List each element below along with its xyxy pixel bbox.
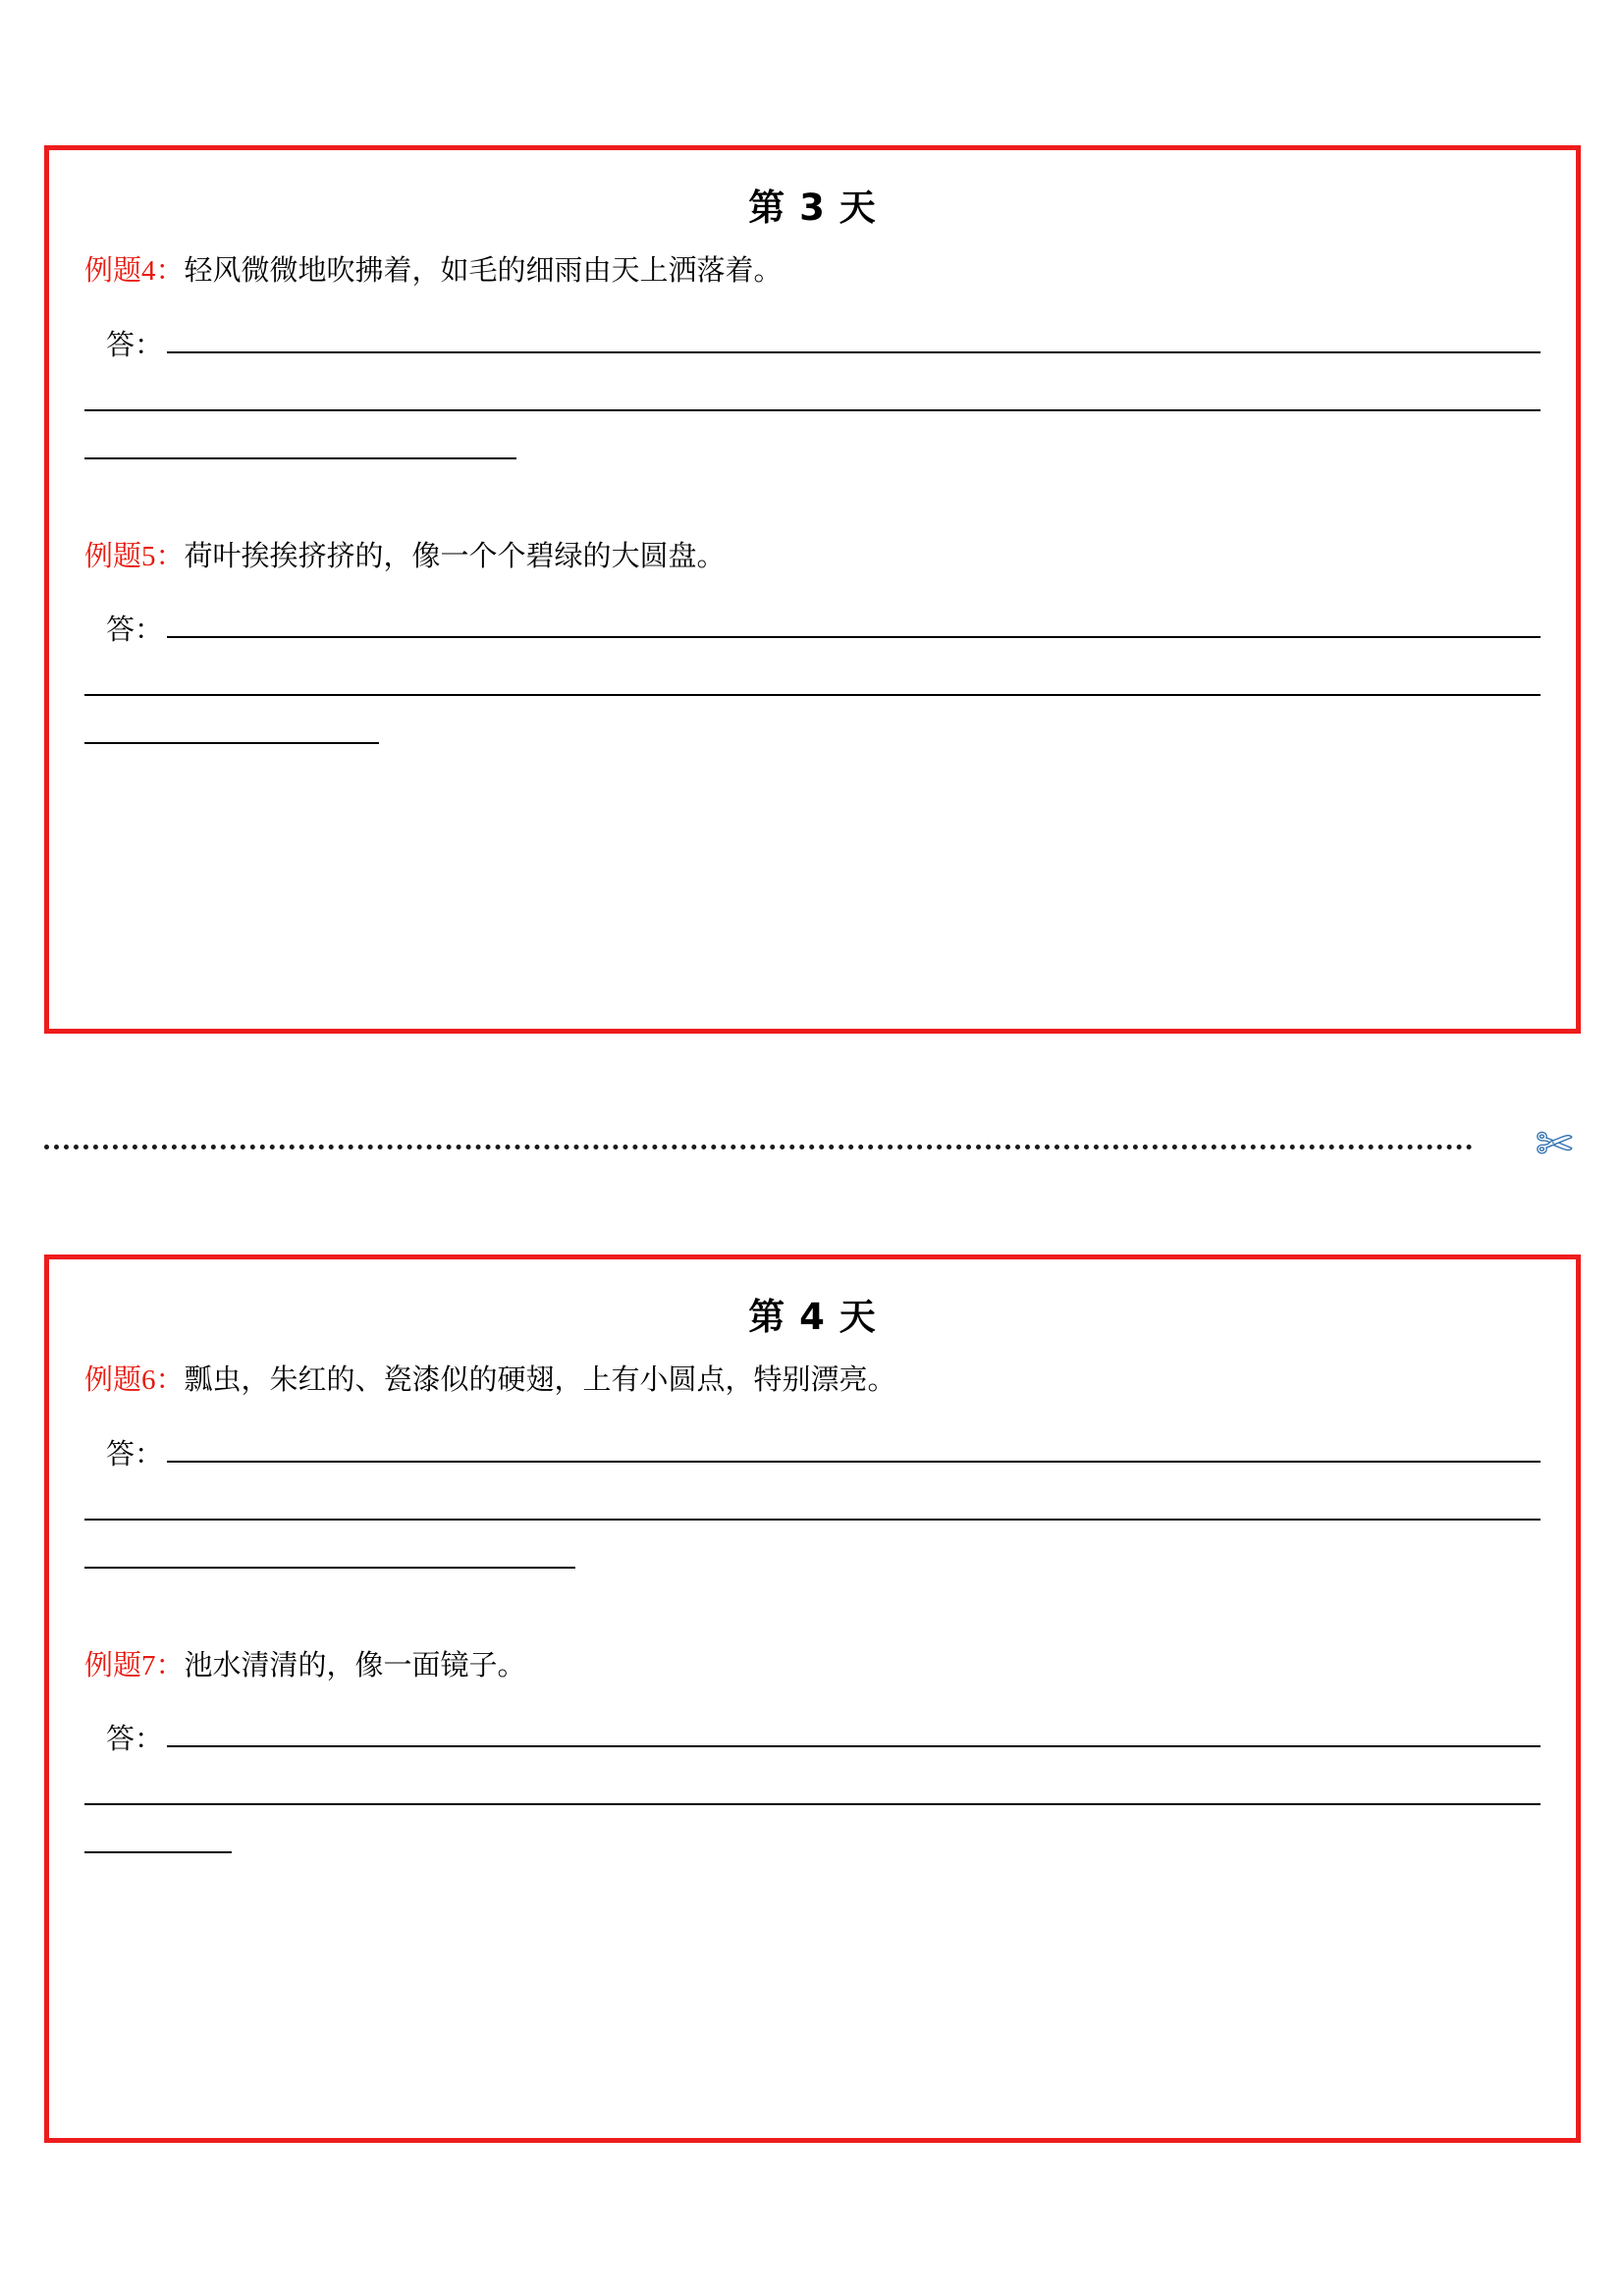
question-colon-4: ： (155, 255, 185, 287)
question-text-7: 池水清清的，像一面镜子。 (184, 1649, 526, 1682)
answer-row-4[interactable] (84, 323, 1541, 363)
answer-writing-line-5-3-row[interactable] (84, 741, 1541, 744)
question-line-4 (84, 250, 1541, 294)
question-line-7 (84, 1645, 1541, 1688)
answer-writing-line-6-1[interactable] (167, 1460, 1541, 1463)
question-text-4: 轻风微微地吹拂着，如毛的细雨由天上洒落着。 (184, 255, 783, 287)
answer-row-5[interactable] (84, 608, 1541, 648)
answer-row-6[interactable] (84, 1432, 1541, 1472)
answer-writing-line-4-2[interactable] (84, 408, 1541, 411)
answer-writing-line-5-3[interactable] (84, 741, 379, 744)
question-label-4: 例题 (84, 255, 142, 287)
question-text-5: 荷叶挨挨挤挤的，像一个个碧绿的大圆盘。 (184, 540, 726, 572)
question-line-6 (84, 1360, 1541, 1403)
answer-writing-line-4-3[interactable] (84, 456, 516, 459)
answer-label-7: 答： (106, 1724, 164, 1755)
answer-label-6: 答： (106, 1438, 164, 1470)
scissors-icon: ✄ (1535, 1117, 1573, 1170)
answer-label-5: 答： (106, 614, 164, 646)
answer-writing-line-7-3-row[interactable] (84, 1850, 1541, 1853)
question-text-6: 瓢虫，朱红的、瓷漆似的硬翅，上有小圆点，特别漂亮。 (184, 1364, 896, 1396)
answer-writing-line-5-2-row[interactable] (84, 693, 1541, 696)
question-colon-7: ： (155, 1649, 185, 1682)
answer-writing-line-4-2-row[interactable] (84, 408, 1541, 411)
question-label-5: 例题 (84, 540, 142, 572)
day-title-1: 第 3 天 (748, 187, 877, 229)
answer-row-7[interactable] (84, 1717, 1541, 1757)
day-card-1 (44, 145, 1581, 1034)
question-block-5 (49, 536, 1576, 745)
question-block-6 (49, 1360, 1576, 1569)
question-block-7 (49, 1645, 1576, 1854)
answer-writing-line-4-1[interactable] (167, 350, 1541, 353)
question-colon-5: ： (155, 540, 185, 572)
answer-writing-line-6-3-row[interactable] (84, 1566, 1541, 1569)
answer-writing-line-7-1[interactable] (167, 1744, 1541, 1747)
day-card-2 (44, 1255, 1581, 2143)
answer-label-4: 答： (106, 329, 164, 361)
day-title-2: 第 4 天 (748, 1296, 877, 1338)
answer-writing-line-6-2-row[interactable] (84, 1518, 1541, 1521)
answer-writing-line-5-2[interactable] (84, 693, 1541, 696)
question-block-4 (49, 250, 1576, 459)
answer-writing-line-4-3-row[interactable] (84, 456, 1541, 459)
answer-writing-line-7-2[interactable] (84, 1802, 1541, 1805)
question-label-7: 例题 (84, 1649, 142, 1682)
answer-writing-line-7-2-row[interactable] (84, 1802, 1541, 1805)
question-line-5 (84, 536, 1541, 579)
cut-line-dots (44, 1145, 1473, 1149)
answer-writing-line-5-1[interactable] (167, 635, 1541, 638)
answer-writing-line-7-3[interactable] (84, 1850, 232, 1853)
question-number-5: 5 (141, 540, 156, 572)
answer-writing-line-6-3[interactable] (84, 1566, 575, 1569)
question-colon-6: ： (155, 1364, 185, 1396)
question-number-6: 6 (141, 1364, 156, 1396)
answer-writing-line-6-2[interactable] (84, 1518, 1541, 1521)
question-number-4: 4 (141, 255, 156, 287)
cut-line (44, 1117, 1581, 1170)
question-label-6: 例题 (84, 1364, 142, 1396)
question-number-7: 7 (141, 1649, 156, 1682)
